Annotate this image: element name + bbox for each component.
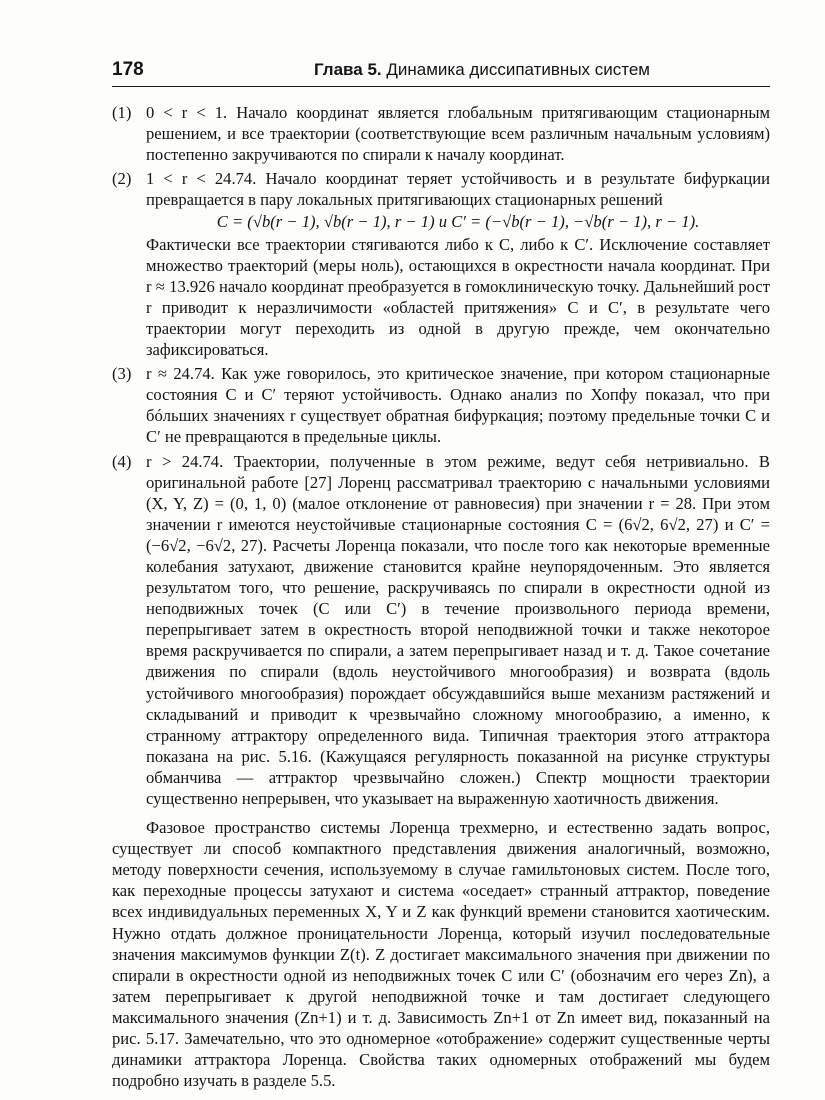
page-body	[112, 102, 770, 1091]
item-text: r ≈ 24.74. Как уже говорилось, это критическое значение, при котором стационарные состояния C и C′ теряют устойчивость. Однако анализ по Хопфу показал, что при бóльших значениях r существует обратная бифуркация; поэтому предельные точки C и C′ не превращаются в предельные циклы.	[146, 364, 770, 447]
item-text-continued: Фактически все траектории стягиваются либо к C, либо к C′. Исключение составляет множество траекторий (меры ноль), остающихся в окрестности начала координат. При r ≈ 13.926 начало координат преобразуется в гомоклиническую точку. Дальнейший рост r приводит к неразличимости «областей притяжения» C и C′, в результате чего траектории могут переходить из одной в другую прежде, чем окончательно зафиксироваться.	[146, 234, 770, 360]
page-number: 178	[112, 59, 144, 80]
item-number: (1)	[112, 103, 132, 122]
item-number: (2)	[112, 169, 132, 189]
regime-item-4	[112, 451, 770, 810]
regime-item-2	[112, 168, 770, 360]
item-text: 1 < r < 24.74. Начало координат теряет устойчивость и в результате бифуркации превращается в пару локальных притягивающих стационарных решений	[146, 169, 770, 210]
running-head	[314, 60, 650, 80]
body-paragraph: Фазовое пространство системы Лоренца трехмерно, и естественно задать вопрос, существует ли способ компактного представления движения аналогичный, возможно, методу поверхности сечения, используемому в случае гамильтоновых систем. После того, как переходные процессы затухают и система «оседает» странный аттрактор, поведение всех индивидуальных переменных X, Y и Z как функций времени становится хаотическим. Нужно отдать должное проницательности Лоренца, который изучил последовательные значения максимумов функции Z(t). Z достигает максимального значения при движении по спирали в окрестности одной из неподвижных точек C или C′ (обозначим его через Zn), а затем перепрыгивает к другой неподвижной точке и там достигает следующего максимального значения (Zn+1) и т. д. Зависимость Zn+1 от Zn имеет вид, показанный на рис. 5.17. Замечательно, что это одномерное «отображение» содержит существенные черты динамики аттрактора Лоренца. Свойства таких одномерных отображений мы будем подробно изучать в разделе 5.5.	[112, 818, 770, 1091]
chapter-label: Глава 5.	[314, 60, 382, 79]
fixed-points-formula: C = (√b(r − 1), √b(r − 1), r − 1) и C′ = (−√b(r − 1), −√b(r − 1), r − 1).	[216, 212, 700, 232]
regime-item-1	[112, 102, 770, 165]
item-number: (3)	[112, 364, 132, 384]
item-number: (4)	[112, 451, 132, 471]
page-header	[112, 58, 770, 87]
regime-list	[112, 102, 770, 809]
regime-item-3	[112, 363, 770, 447]
chapter-title: Динамика диссипативных систем	[386, 60, 650, 79]
item-text: 0 < r < 1. Начало координат является глобальным притягивающим стационарным решением, и все траектории (соответствующие всем различным начальным условиям) постепенно закручиваются по спирали к началу координат.	[146, 103, 770, 165]
item-text: r > 24.74. Траектории, полученные в этом режиме, ведут себя нетривиально. В оригинальной работе [27] Лоренц рассматривал траекторию с начальными условиями (X, Y, Z) = (0, 1, 0) (малое отклонение от равновесия) при значении r = 28. При этом значении r имеются неустойчивые стационарные состояния C = (6√2, 6√2, 27) и C′ = (−6√2, −6√2, 27). Расчеты Лоренца показали, что после того как некоторые временные колебания затухают, движение становится крайне неупорядоченным. Это является результатом того, что решение, раскручиваясь по спирали в окрестности одной из неподвижных точек (C или C′) в течение произвольного периода времени, перепрыгивает затем в окрестность второй неподвижной точки и также некоторое время раскручивается по спирали, а затем перепрыгивает назад и т. д. Такое сочетание движения по спирали (вдоль неустойчивого многообразия) и возврата (вдоль устойчивого многообразия) порождает обсуждавшийся выше механизм растяжений и складываний и приводит к чрезвычайно сложному многообразию, а именно, к странному аттрактору определенного вида. Типичная траектория этого аттрактора показана на рис. 5.16. (Кажущаяся регулярность показанной на рисунке структуры обманчива — аттрактор чрезвычайно сложен.) Спектр мощности траектории существенно непрерывен, что указывает на выраженную хаотичность движения.	[146, 451, 770, 808]
